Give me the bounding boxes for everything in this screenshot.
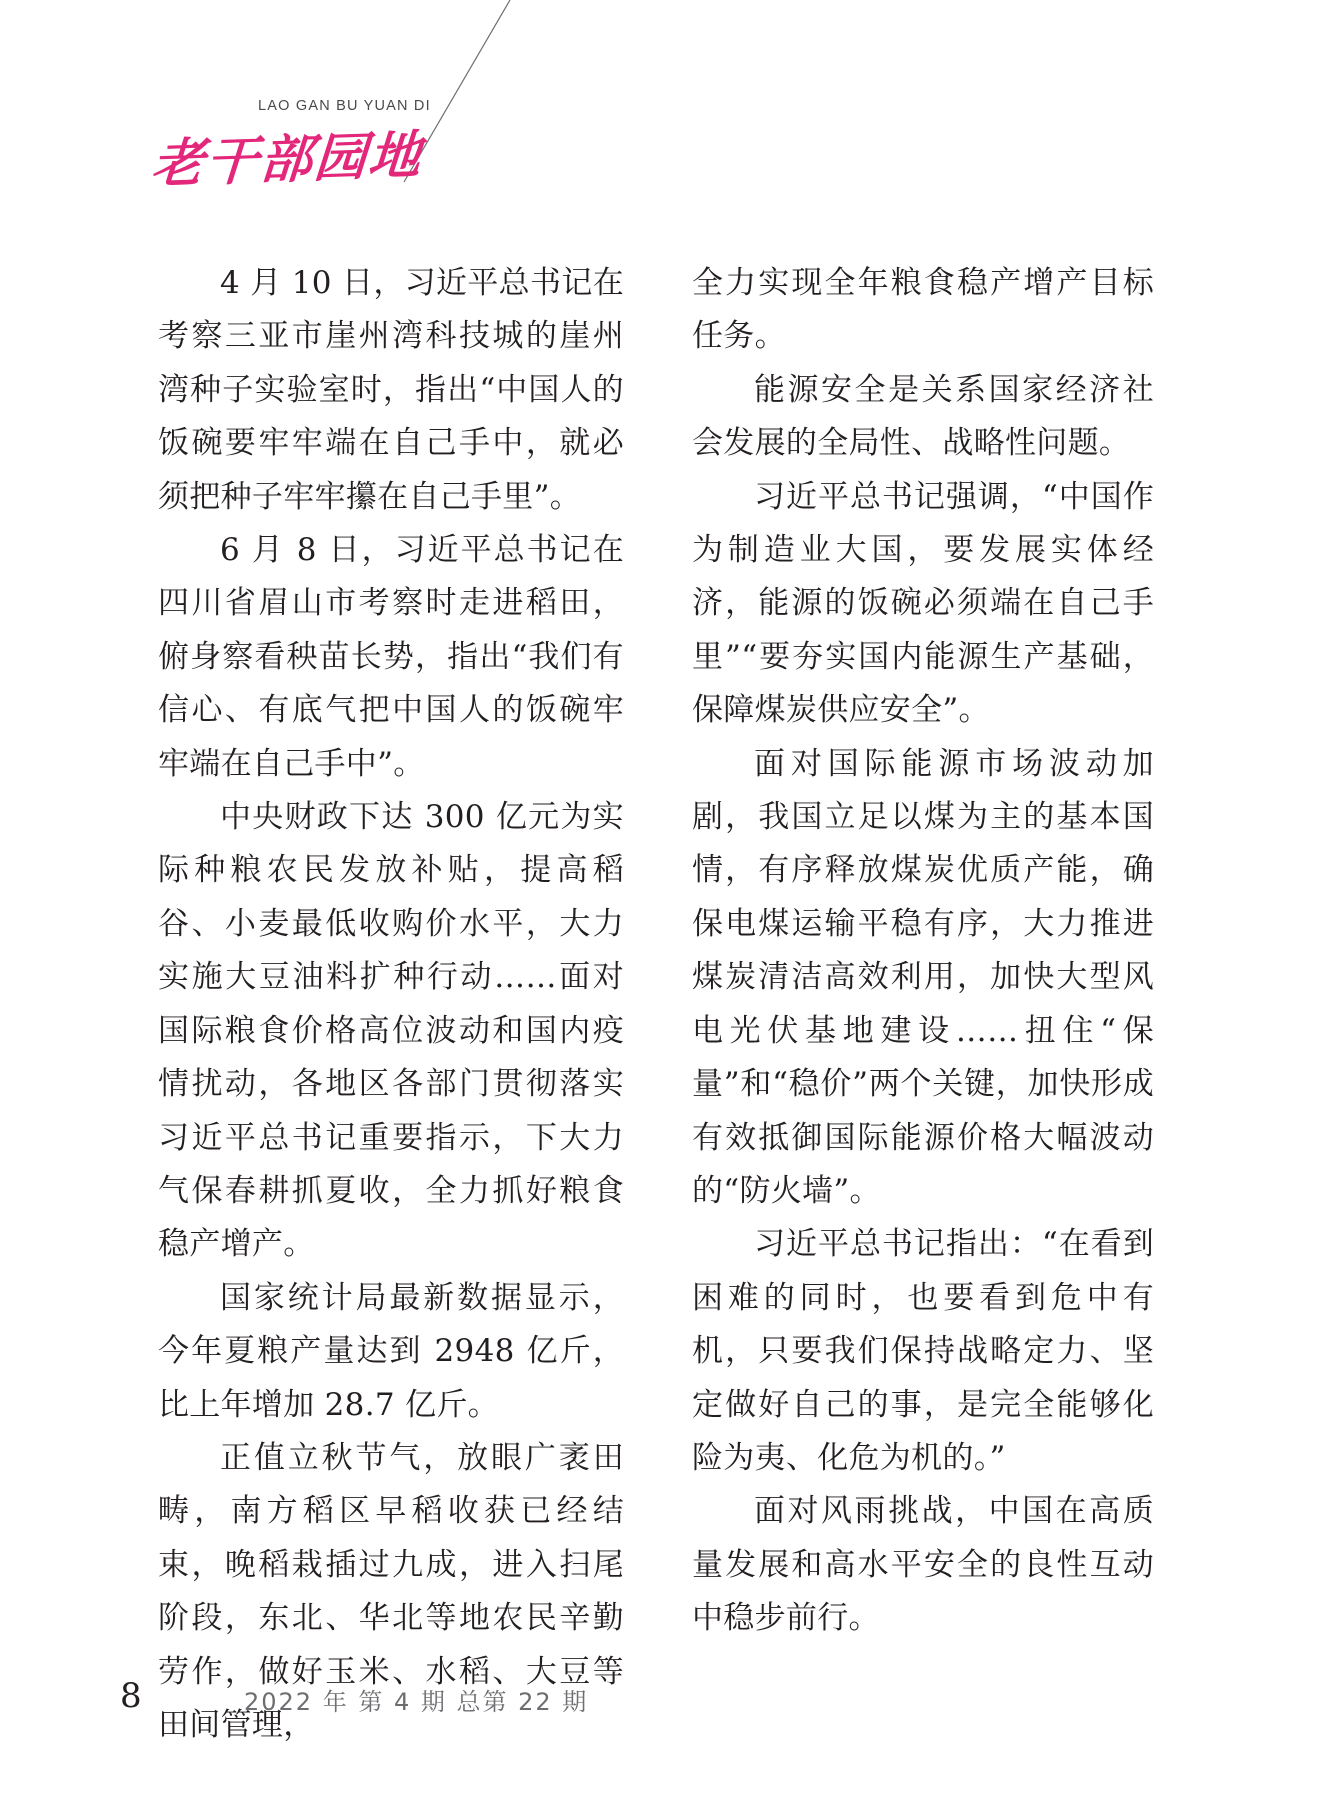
paragraph: 正值立秋节气，放眼广袤田畴，南方稻区早稻收获已经结束，晚稻栽插过九成，进入扫尾阶段，东北、华北等地农民辛勤劳作，做好玉米、水稻、大豆等田间管理， [158, 1439, 624, 1743]
paragraph-continuation: 全力实现全年粮食稳产增产目标任务。 [692, 265, 1154, 355]
paragraph: 习近平总书记强调，“中国作为制造业大国，要发展实体经济，能源的饭碗必须端在自己手里”“要夯实国内能源生产基础，保障煤炭供应安全”。 [692, 478, 1154, 729]
paragraph: 面对风雨挑战，中国在高质量发展和高水平安全的良性互动中稳步前行。 [692, 1493, 1154, 1637]
issue-info: 2022 年 第 4 期 总第 22 期 [244, 1688, 589, 1716]
paragraph: 4 月 10 日，习近平总书记在考察三亚市崖州湾科技城的崖州湾种子实验室时，指出“中国人的饭碗要牢牢端在自己手中，就必须把种子牢牢攥在自己手里”。 [158, 265, 624, 515]
paragraph: 面对国际能源市场波动加剧，我国立足以煤为主的基本国情，有序释放煤炭优质产能，确保电煤运输平稳有序，大力推进煤炭清洁高效利用，加快大型风电光伏基地建设……扭住“保量”和“稳价”两个关键，加快形成有效抵御国际能源价格大幅波动的“防火墙”。 [692, 745, 1154, 1209]
paragraph: 能源安全是关系国家经济社会发展的全局性、战略性问题。 [692, 371, 1154, 462]
paragraph: 6 月 8 日，习近平总书记在四川省眉山市考察时走进稻田，俯身察看秧苗长势，指出“我们有信心、有底气把中国人的饭碗牢牢端在自己手中”。 [158, 532, 624, 782]
paragraph: 习近平总书记指出：“在看到困难的同时，也要看到危中有机，只要我们保持战略定力、坚定做好自己的事，是完全能够化险为夷、化危为机的。” [692, 1226, 1154, 1476]
page-number: 8 [120, 1676, 142, 1716]
paragraph: 国家统计局最新数据显示，今年夏粮产量达到 2948 亿斤，比上年增加 28.7 亿斤。 [158, 1279, 624, 1423]
right-column [692, 257, 1154, 1646]
masthead-logo: 老干部园地 [149, 124, 425, 195]
left-column [158, 257, 624, 1752]
masthead-pinyin: LAO GAN BU YUAN DI [258, 98, 431, 114]
paragraph: 中央财政下达 300 亿元为实际种粮农民发放补贴，提高稻谷、小麦最低收购价水平，大力实施大豆油料扩种行动……面对国际粮食价格高位波动和国内疫情扰动，各地区各部门贯彻落实习近平总书记重要指示，下大力气保春耕抓夏收，全力抓好粮食稳产增产。 [158, 799, 624, 1263]
